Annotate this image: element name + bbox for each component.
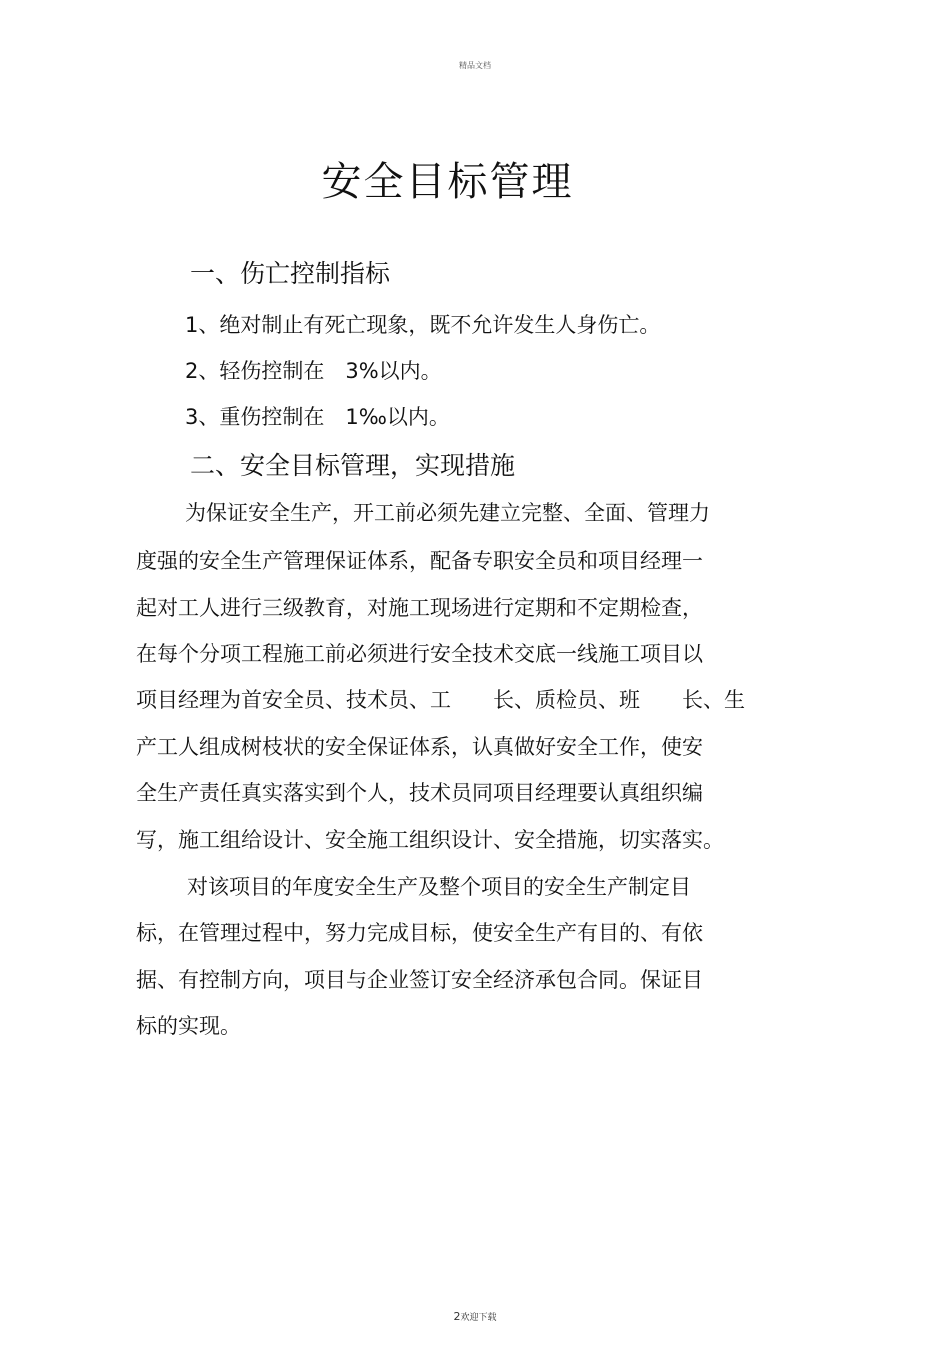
header-note: 精品文档 <box>459 61 491 70</box>
paragraph-line: 标，在管理过程中，努力完成目标，使安全生产有目的、有依 <box>136 921 703 945</box>
paragraph-line: 写，施工组给设计、安全施工组织设计、安全措施，切实落实。 <box>136 828 724 852</box>
section-heading-2: 二、安全目标管理，实现措施 <box>190 451 516 480</box>
paragraph-line: 产工人组成树枝状的安全保证体系，认真做好安全工作，使安 <box>136 735 703 759</box>
page-number: 2 <box>453 1310 461 1323</box>
list-item: 1、绝对制止有死亡现象，既不允许发生人身伤亡。 <box>185 313 661 337</box>
footer-note: 欢迎下载 <box>460 1313 497 1323</box>
paragraph-line: 度强的安全生产管理保证体系，配备专职安全员和项目经理一 <box>136 549 703 573</box>
paragraph-line: 据、有控制方向，项目与企业签订安全经济承包合同。保证目 <box>136 968 703 992</box>
document-title: 安全目标管理 <box>321 159 574 205</box>
paragraph-line: 项目经理为首安全员、技术员、工 长、质检员、班 长、生 <box>136 688 745 712</box>
list-item: 3、重伤控制在 1‰以内。 <box>185 405 450 429</box>
list-item: 2、轻伤控制在 3%以内。 <box>185 359 442 383</box>
paragraph-line: 对该项目的年度安全生产及整个项目的安全生产制定目 <box>187 875 691 899</box>
paragraph-line: 全生产责任真实落实到个人，技术员同项目经理要认真组织编 <box>136 781 703 805</box>
footer <box>0 1310 950 1323</box>
paragraph-line: 起对工人进行三级教育，对施工现场进行定期和不定期检查， <box>136 596 703 620</box>
section-heading-1: 一、伤亡控制指标 <box>190 259 391 288</box>
paragraph-line: 在每个分项工程施工前必须进行安全技术交底一线施工项目以 <box>136 642 703 666</box>
paragraph-line: 为保证安全生产，开工前必须先建立完整、全面、管理力 <box>185 501 710 525</box>
paragraph-line: 标的实现。 <box>136 1014 241 1038</box>
